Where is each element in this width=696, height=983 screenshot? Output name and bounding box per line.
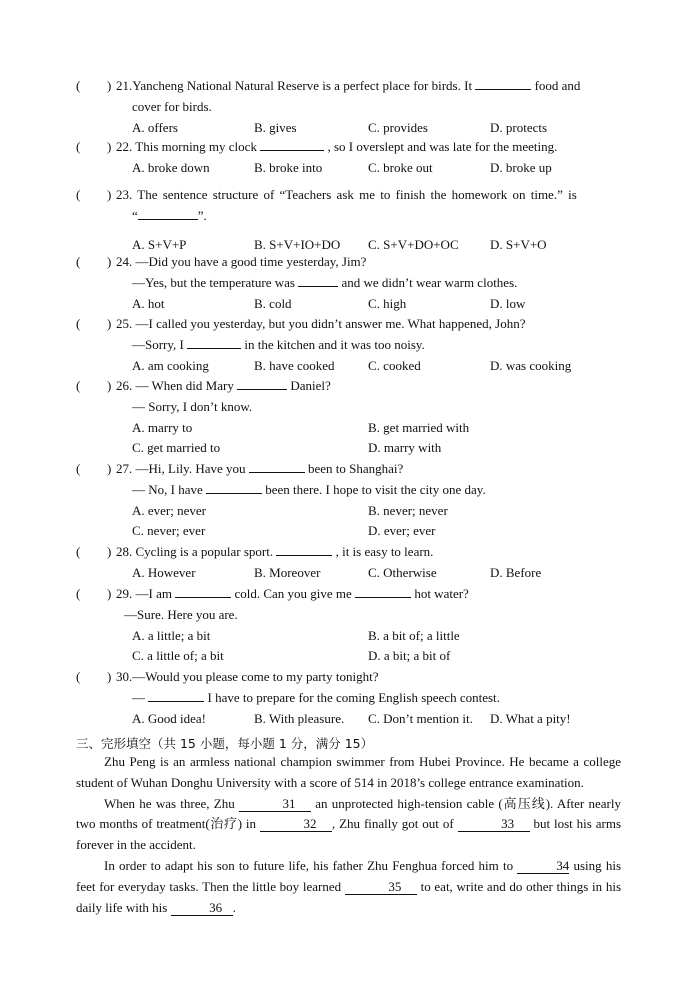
- question-stem: 28. Cycling is a popular sport. , it is easy to learn.: [116, 544, 434, 559]
- option-b[interactable]: B. never; never: [368, 502, 448, 518]
- answer-bracket[interactable]: ( ): [76, 187, 112, 202]
- question-stem-continued: —Sure. Here you are.: [124, 606, 238, 622]
- option-c[interactable]: C. Don’t mention it.: [368, 710, 473, 726]
- answer-blank[interactable]: [298, 274, 338, 287]
- question-24: [76, 252, 622, 314]
- question-27: [76, 459, 622, 542]
- answer-blank[interactable]: [237, 377, 287, 390]
- cloze-blank-32[interactable]: 32: [260, 817, 332, 832]
- option-d[interactable]: D. ever; ever: [368, 523, 436, 539]
- option-d[interactable]: D. broke up: [490, 159, 552, 175]
- question-stem: 22. This morning my clock , so I overslept and was late for the meeting.: [116, 139, 558, 154]
- answer-blank[interactable]: [138, 207, 198, 220]
- question-stem-continued: —Yes, but the temperature was and we didn’t wear warm clothes.: [132, 274, 518, 290]
- answer-blank[interactable]: [475, 77, 531, 90]
- options-row: [132, 709, 622, 730]
- cloze-blank-33[interactable]: 33: [458, 817, 530, 832]
- passage-paragraph-2: When he was three, Zhu 31 an unprotected high-tension cable (高压线). After nearly two months of treatment(治疗) in 32 , Zhu finally got out of 33 but lost his arms forever in the accident.: [76, 795, 622, 853]
- question-stem-continued: — I have to prepare for the coming English speech contest.: [132, 689, 500, 705]
- cloze-blank-31[interactable]: 31: [239, 797, 311, 812]
- option-b[interactable]: B. S+V+IO+DO: [254, 236, 341, 252]
- option-a[interactable]: A. However: [132, 564, 196, 580]
- option-c[interactable]: C. a little of; a bit: [132, 648, 224, 664]
- option-a[interactable]: A. broke down: [132, 159, 210, 175]
- answer-blank[interactable]: [148, 689, 204, 702]
- option-d[interactable]: D. marry with: [368, 440, 442, 456]
- option-c[interactable]: C. cooked: [368, 357, 421, 373]
- options-row: [132, 158, 622, 179]
- option-b[interactable]: B. have cooked: [254, 357, 335, 373]
- answer-bracket[interactable]: ( ): [76, 669, 112, 684]
- options-row: [132, 563, 622, 584]
- option-c[interactable]: C. provides: [368, 119, 428, 135]
- option-d[interactable]: D. S+V+O: [490, 236, 547, 252]
- option-a[interactable]: A. a little; a bit: [132, 627, 211, 643]
- question-stem: 25. —I called you yesterday, but you didn’t answer me. What happened, John?: [116, 316, 526, 331]
- question-21: [76, 76, 622, 138]
- answer-bracket[interactable]: ( ): [76, 139, 112, 154]
- answer-bracket[interactable]: ( ): [76, 461, 112, 476]
- answer-bracket[interactable]: ( ): [76, 316, 112, 331]
- cloze-blank-35[interactable]: 35: [345, 880, 417, 895]
- question-23: [76, 185, 622, 255]
- option-a[interactable]: A. S+V+P: [132, 236, 187, 252]
- option-d[interactable]: D. was cooking: [490, 357, 572, 373]
- passage-paragraph-3: In order to adapt his son to future life, his father Zhu Fenghua forced him to 34 using his feet for everyday tasks. Then the little boy learned 35 to eat, write and do other things in his daily life with his 36 .: [76, 857, 622, 915]
- options-row: [132, 501, 622, 522]
- options-row: [132, 418, 622, 439]
- option-d[interactable]: D. a bit; a bit of: [368, 648, 451, 664]
- question-stem-continued: cover for birds.: [132, 98, 212, 114]
- answer-blank[interactable]: [206, 481, 262, 494]
- question-stem-continued: “ ”.: [132, 207, 207, 223]
- option-c[interactable]: C. S+V+DO+OC: [368, 236, 459, 252]
- option-c[interactable]: C. high: [368, 295, 407, 311]
- answer-bracket[interactable]: ( ): [76, 544, 112, 559]
- question-stem-continued: — Sorry, I don’t know.: [132, 398, 253, 414]
- option-b[interactable]: B. With pleasure.: [254, 710, 345, 726]
- section-title: 三、完形填空（共 15 小题，每小题 1 分，满分 15）: [76, 736, 374, 751]
- passage-paragraph-1: Zhu Peng is an armless national champion swimmer from Hubei Province. He became a college student of Wuhan Donghu University with a score of 514 in 2018’s college entrance examination.: [76, 754, 621, 790]
- option-a[interactable]: A. offers: [132, 119, 178, 135]
- question-stem: 24. —Did you have a good time yesterday, Jim?: [116, 254, 367, 269]
- answer-blank[interactable]: [175, 585, 231, 598]
- option-a[interactable]: A. ever; never: [132, 502, 206, 518]
- option-b[interactable]: B. Moreover: [254, 564, 321, 580]
- question-stem: 27. —Hi, Lily. Have you been to Shanghai?: [116, 461, 404, 476]
- question-30: [76, 667, 622, 729]
- option-d[interactable]: D. What a pity!: [490, 710, 571, 726]
- answer-bracket[interactable]: ( ): [76, 254, 112, 269]
- question-22: [76, 137, 622, 179]
- question-26: [76, 376, 622, 459]
- options-row: [132, 626, 622, 647]
- option-c[interactable]: C. never; ever: [132, 523, 206, 539]
- options-row: [132, 438, 622, 459]
- answer-blank[interactable]: [276, 543, 332, 556]
- option-a[interactable]: A. am cooking: [132, 357, 209, 373]
- answer-bracket[interactable]: ( ): [76, 586, 112, 601]
- option-d[interactable]: D. low: [490, 295, 526, 311]
- options-row: [132, 118, 622, 139]
- cloze-blank-34[interactable]: 34: [517, 859, 569, 874]
- option-b[interactable]: B. broke into: [254, 159, 323, 175]
- option-c[interactable]: C. get married to: [132, 440, 221, 456]
- option-c[interactable]: C. Otherwise: [368, 564, 437, 580]
- option-b[interactable]: B. a bit of; a little: [368, 627, 460, 643]
- question-28: [76, 542, 622, 584]
- options-row: [132, 646, 622, 667]
- cloze-blank-36[interactable]: 36: [171, 901, 233, 916]
- answer-blank[interactable]: [260, 138, 324, 151]
- answer-bracket[interactable]: ( ): [76, 378, 112, 393]
- answer-blank[interactable]: [187, 336, 241, 349]
- answer-blank[interactable]: [355, 585, 411, 598]
- question-stem: 30.—Would you please come to my party tonight?: [116, 669, 379, 684]
- question-stem: 29. —I am cold. Can you give me hot water?: [116, 586, 469, 601]
- answer-blank[interactable]: [249, 460, 305, 473]
- question-25: [76, 314, 622, 376]
- question-29: [76, 584, 622, 667]
- question-stem: 21.Yancheng National Natural Reserve is a perfect place for birds. It food and: [116, 78, 581, 93]
- option-a[interactable]: A. Good idea!: [132, 710, 207, 726]
- question-stem-continued: —Sorry, I in the kitchen and it was too noisy.: [132, 336, 425, 352]
- options-row: [132, 521, 622, 542]
- options-row: [132, 294, 622, 315]
- option-d[interactable]: D. protects: [490, 119, 548, 135]
- question-stem: 23. The sentence structure of “Teachers ask me to finish the homework on time.” is: [116, 187, 577, 202]
- options-row: [132, 356, 622, 377]
- passage: [76, 752, 621, 918]
- question-stem: 26. — When did Mary Daniel?: [116, 378, 331, 393]
- option-b[interactable]: B. get married with: [368, 419, 470, 435]
- option-c[interactable]: C. broke out: [368, 159, 433, 175]
- option-a[interactable]: A. marry to: [132, 419, 193, 435]
- question-stem-continued: — No, I have been there. I hope to visit the city one day.: [132, 481, 486, 497]
- answer-bracket[interactable]: ( ): [76, 78, 112, 93]
- option-a[interactable]: A. hot: [132, 295, 165, 311]
- option-b[interactable]: B. gives: [254, 119, 297, 135]
- option-d[interactable]: D. Before: [490, 564, 542, 580]
- option-b[interactable]: B. cold: [254, 295, 292, 311]
